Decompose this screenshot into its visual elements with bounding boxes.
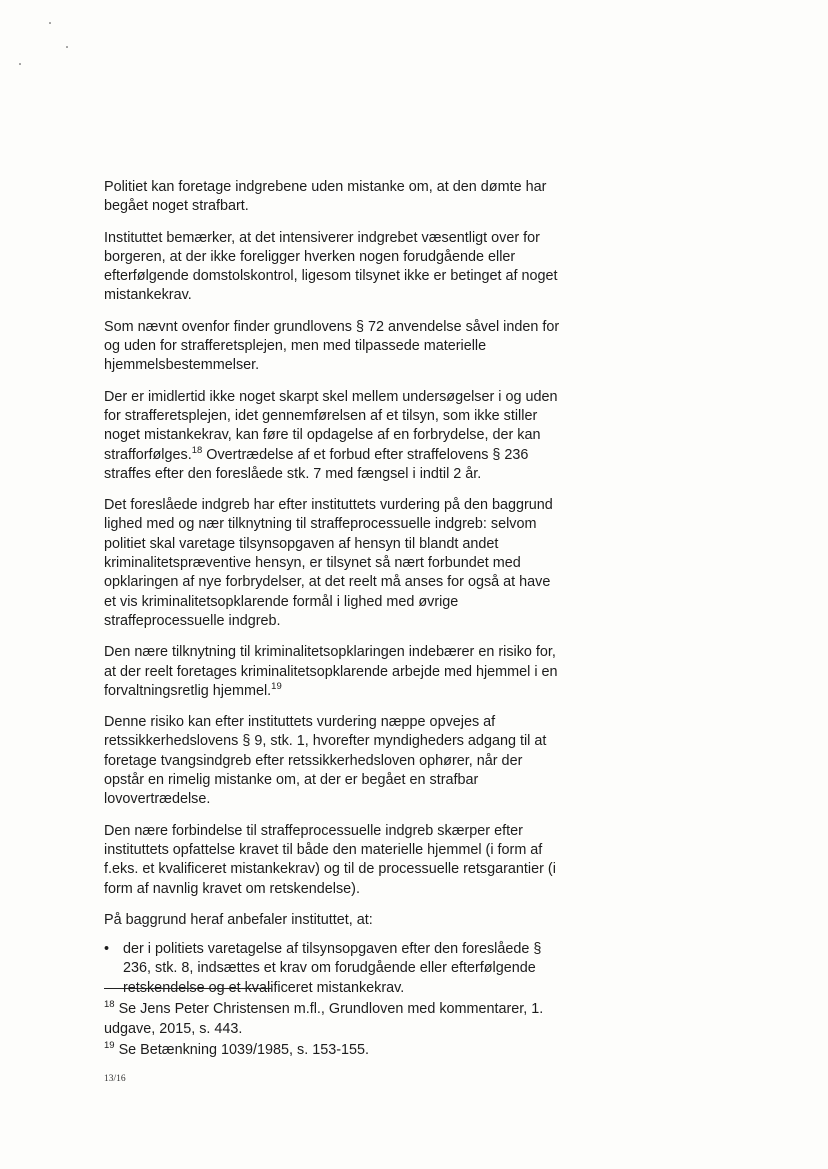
footnotes — [104, 1000, 554, 1063]
scan-speck — [49, 22, 51, 24]
footnote-separator — [104, 988, 272, 989]
footnote-19: $^{19}$ Se Betænkning 1039/1985, s. 153-155. — [104, 1040, 370, 1058]
paragraph: Denne risiko kan efter instituttets vurdering næppe opvejes af retssikkerhedslovens § 9, stk. 1, hvorefter myndigheders adgang til at foretage tvangsindgreb efter retssikkerhedsloven ophører, når der opstår en rimelig mistanke om, at der er begået en strafbar lovovertrædelse. — [104, 714, 547, 808]
paragraph: Den nære forbindelse til straffeprocessuelle indgreb skærper efter instituttets opfattelse kravet til både den materielle hjemmel (i form af f.eks. et kvalificeret mistankekrav) og til de processuelle retsgarantier (i form af navnlig kravet om retskendelse). — [104, 822, 556, 897]
paragraph: Politiet kan foretage indgrebene uden mistanke om, at den dømte har begået noget strafbart. — [104, 179, 547, 215]
footnote-18: $^{18}$ Se Jens Peter Christensen m.fl., Grundloven med kommentarer, 1. udgave, 2015, s. 443. — [104, 999, 544, 1037]
bullet-icon: • — [104, 941, 110, 958]
list-item: • der i politiets varetagelse af tilsynsopgaven efter den foreslåede § 236, stk. 8, indsættes et krav om forudgående eller efterfølgende retskendelse og et kvalificeret mistankekrav. — [104, 941, 542, 996]
paragraph: Instituttet bemærker, at det intensiverer indgrebet væsentligt over for borgeren, at der ikke foreligger hverken nogen forudgående eller efterfølgende domstolskontrol, ligesom tilsynet ikke er betinget af noget mistankekrav. — [104, 229, 558, 304]
paragraph: Det foreslåede indgreb har efter instituttets vurdering på den baggrund lighed med og nær tilknytning til straffeprocessuelle indgreb: selvom politiet skal varetage tilsynsopgaven af hensyn til blandt andet kriminalitetspræventive hensyn, er tilsynet så nært forbundet med opklaringen af nye forbrydelser, at det reelt må anses for også at have et vis kriminalitetsopklarende formål i lighed med øvrige straffeprocessuelle indgreb. — [104, 497, 553, 629]
paragraph: Der er imidlertid ikke noget skarpt skel mellem undersøgelser i og uden for strafferetsplejen, idet gennemførelsen af et tilsyn, som ikke stiller noget mistankekrav, kan føre til opdagelse af en forbrydelse, der kan strafforfølges.$^{18}$ Overtrædelse af et forbud efter straffelovens § 236 straffes efter den foreslåede stk. 7 med fængsel i indtil 2 år. — [104, 388, 558, 482]
scan-speck — [19, 63, 21, 65]
footnote-reference-18: 18 — [191, 444, 203, 456]
recommendation-list — [104, 940, 560, 998]
footnote-reference-19: 19 — [271, 681, 282, 693]
paragraph: Den nære tilknytning til kriminalitetsopklaringen indebærer en risiko for, at der reelt foretages kriminalitetsopklarende arbejde med hjemmel i en forvaltningsretlig hjemmel.$^{19}$ — [104, 644, 558, 699]
body-text — [104, 178, 560, 998]
paragraph: Som nævnt ovenfor finder grundlovens § 72 anvendelse såvel inden for og uden for strafferetsplejen, men med tilpassede materielle hjemmelsbestemmelser. — [104, 318, 560, 374]
paragraph: På baggrund heraf anbefaler instituttet, at: — [104, 911, 373, 928]
scan-speck — [66, 46, 68, 48]
page-number: 13/16 — [104, 1074, 126, 1084]
